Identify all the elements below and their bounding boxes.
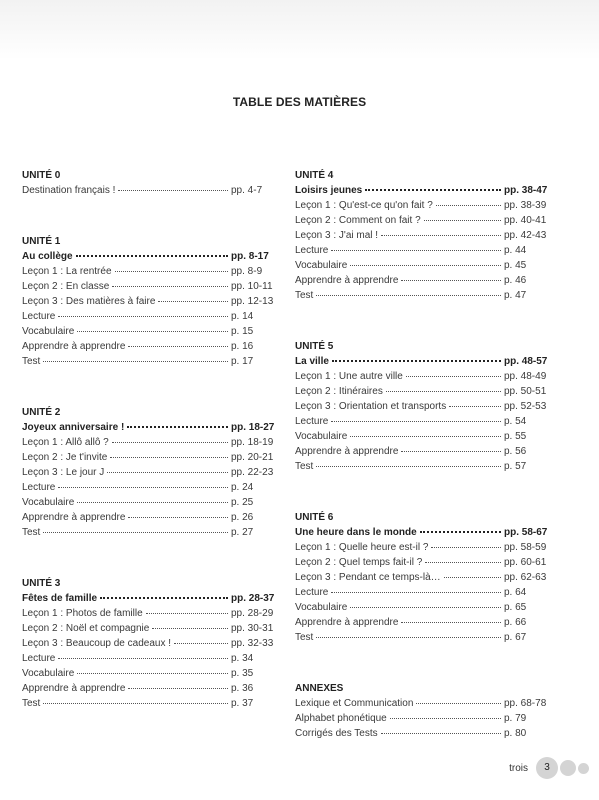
- dot-leader: [107, 472, 228, 473]
- entry-pages: p. 25: [231, 497, 254, 508]
- toc-section: [22, 576, 275, 711]
- toc-entry: [295, 384, 547, 399]
- toc-section: [295, 339, 548, 474]
- unit-title-entry: [295, 525, 548, 540]
- entry-pages: pp. 62-63: [504, 572, 547, 583]
- toc-entry: [295, 228, 547, 243]
- entry-label: Leçon 2 : Comment on fait ?: [295, 215, 421, 226]
- entry-pages: p. 79: [504, 713, 527, 724]
- dot-leader: [128, 346, 228, 347]
- entry-label: Test: [22, 527, 41, 538]
- dot-leader: [390, 718, 501, 719]
- toc-entry: [295, 429, 544, 444]
- toc-entry: [22, 339, 271, 354]
- dot-leader: [112, 286, 228, 287]
- entry-pages: p. 55: [504, 431, 527, 442]
- decorative-dot: [578, 763, 589, 774]
- toc-entry: [22, 465, 274, 480]
- entry-label: Vocabulaire: [295, 260, 348, 271]
- dot-leader: [76, 255, 228, 257]
- entry-label: Une heure dans le monde: [295, 527, 417, 538]
- toc-entry: [22, 525, 271, 540]
- entry-label: Vocabulaire: [295, 431, 348, 442]
- entry-label: Lexique et Communication: [295, 698, 414, 709]
- entry-pages: p. 37: [231, 698, 254, 709]
- entry-label: Vocabulaire: [295, 602, 348, 613]
- entry-pages: p. 66: [504, 617, 527, 628]
- dot-leader: [58, 658, 228, 659]
- dot-leader: [381, 733, 501, 734]
- section-heading: UNITÉ 6: [295, 512, 334, 523]
- toc-section: [295, 681, 547, 741]
- entry-label: Leçon 3 : Le jour J: [22, 467, 105, 478]
- toc-entry: [22, 651, 271, 666]
- entry-label: Test: [295, 290, 314, 301]
- entry-pages: p. 27: [231, 527, 254, 538]
- toc-entry: [295, 600, 544, 615]
- page-title: TABLE DES MATIÈRES: [232, 95, 367, 109]
- entry-pages: pp. 58-59: [504, 542, 547, 553]
- entry-pages: pp. 8-9: [231, 266, 263, 277]
- entry-pages: pp. 22-23: [231, 467, 274, 478]
- page-top-shade: [0, 0, 599, 60]
- entry-pages: p. 67: [504, 632, 527, 643]
- toc-entry: [22, 480, 271, 495]
- toc-entry: [22, 495, 271, 510]
- entry-label: Test: [295, 632, 314, 643]
- dot-leader: [112, 442, 228, 443]
- toc-entry: [22, 294, 274, 309]
- toc-entry: [22, 636, 274, 651]
- entry-label: Au collège: [22, 251, 73, 262]
- page-footer: [509, 757, 589, 779]
- dot-leader: [158, 301, 228, 302]
- dot-leader: [386, 391, 501, 392]
- dot-leader: [401, 451, 501, 452]
- entry-label: Leçon 2 : Itinéraires: [295, 386, 383, 397]
- entry-pages: p. 80: [504, 728, 527, 739]
- entry-pages: pp. 58-67: [504, 527, 548, 538]
- entry-label: Leçon 1 : Allô allô ?: [22, 437, 109, 448]
- entry-pages: p. 56: [504, 446, 527, 457]
- dot-leader: [420, 531, 501, 533]
- section-heading: ANNEXES: [295, 683, 344, 694]
- dot-leader: [449, 406, 501, 407]
- entry-pages: pp. 38-39: [504, 200, 547, 211]
- entry-pages: p. 34: [231, 653, 254, 664]
- decorative-dot: [560, 760, 576, 776]
- entry-pages: pp. 8-17: [231, 251, 269, 262]
- entry-label: Leçon 2 : Je t'invite: [22, 452, 108, 463]
- entry-label: Leçon 2 : Quel temps fait-il ?: [295, 557, 423, 568]
- entry-pages: pp. 32-33: [231, 638, 274, 649]
- entry-pages: p. 17: [231, 356, 254, 367]
- unit-title-entry: [295, 354, 548, 369]
- toc-entry: [22, 666, 271, 681]
- toc-section: [22, 168, 271, 198]
- dot-leader: [100, 597, 228, 599]
- entry-pages: p. 24: [231, 482, 254, 493]
- toc-section: [295, 168, 548, 303]
- toc-left-column: [22, 168, 275, 711]
- dot-leader: [431, 547, 501, 548]
- dot-leader: [401, 622, 501, 623]
- entry-label: Leçon 2 : Noël et compagnie: [22, 623, 150, 634]
- entry-pages: pp. 28-37: [231, 593, 275, 604]
- dot-leader: [424, 220, 501, 221]
- entry-label: Apprendre à apprendre: [22, 512, 126, 523]
- entry-label: Loisirs jeunes: [295, 185, 363, 196]
- entry-label: Apprendre à apprendre: [22, 683, 126, 694]
- unit-title-entry: [295, 183, 548, 198]
- entry-label: Lecture: [295, 416, 329, 427]
- entry-label: Leçon 1 : La rentrée: [22, 266, 112, 277]
- section-heading: UNITÉ 1: [22, 236, 61, 247]
- entry-pages: p. 45: [504, 260, 527, 271]
- toc-entry: [22, 279, 271, 294]
- toc-entry: [295, 585, 544, 600]
- entry-pages: pp. 52-53: [504, 401, 547, 412]
- dot-leader: [401, 280, 501, 281]
- toc-entry: [295, 570, 547, 585]
- entry-label: Leçon 1 : Quelle heure est-il ?: [295, 542, 429, 553]
- entry-label: Lecture: [22, 482, 56, 493]
- dot-leader: [350, 436, 501, 437]
- toc-entry: [295, 540, 547, 555]
- entry-pages: p. 64: [504, 587, 527, 598]
- toc-entry: [295, 414, 544, 429]
- dot-leader: [115, 271, 228, 272]
- toc-entry: [22, 681, 271, 696]
- entry-label: Vocabulaire: [22, 497, 75, 508]
- dot-leader: [350, 607, 501, 608]
- toc-entry: [295, 243, 544, 258]
- entry-pages: pp. 50-51: [504, 386, 547, 397]
- toc-entry: [295, 288, 544, 303]
- entry-pages: p. 46: [504, 275, 527, 286]
- entry-label: Leçon 3 : Des matières à faire: [22, 296, 156, 307]
- page-number-badge: 3: [536, 757, 558, 779]
- entry-pages: p. 65: [504, 602, 527, 613]
- toc-entry: [22, 324, 271, 339]
- dot-leader: [316, 637, 501, 638]
- dot-leader: [43, 703, 228, 704]
- entry-label: Apprendre à apprendre: [295, 617, 399, 628]
- entry-label: Leçon 1 : Qu'est-ce qu'on fait ?: [295, 200, 433, 211]
- dot-leader: [331, 421, 501, 422]
- toc-entry: [22, 435, 274, 450]
- toc-entry: [295, 213, 547, 228]
- entry-pages: pp. 18-27: [231, 422, 275, 433]
- dot-leader: [77, 502, 228, 503]
- toc-entry: [295, 555, 547, 570]
- dot-leader: [332, 360, 501, 362]
- entry-label: Test: [22, 698, 41, 709]
- entry-pages: p. 26: [231, 512, 254, 523]
- dot-leader: [331, 592, 501, 593]
- toc-section: [295, 510, 548, 645]
- dot-leader: [444, 577, 501, 578]
- entry-label: Lecture: [22, 311, 56, 322]
- entry-label: Fêtes de famille: [22, 593, 98, 604]
- page-number-word: trois: [509, 762, 528, 774]
- entry-label: Test: [295, 461, 314, 472]
- toc-section: [22, 234, 274, 369]
- dot-leader: [43, 532, 228, 533]
- toc-entry: [295, 630, 544, 645]
- toc-entry: [22, 183, 271, 198]
- section-heading: UNITÉ 3: [22, 578, 61, 589]
- entry-pages: p. 54: [504, 416, 527, 427]
- entry-label: Leçon 1 : Photos de famille: [22, 608, 143, 619]
- dot-leader: [174, 643, 228, 644]
- toc-entry: [22, 354, 271, 369]
- entry-pages: p. 15: [231, 326, 254, 337]
- entry-label: La ville: [295, 356, 329, 367]
- toc-entry: [22, 309, 271, 324]
- toc-entry: [295, 258, 544, 273]
- dot-leader: [406, 376, 501, 377]
- dot-leader: [43, 361, 228, 362]
- entry-label: Leçon 1 : Une autre ville: [295, 371, 403, 382]
- dot-leader: [316, 295, 501, 296]
- entry-pages: pp. 4-7: [231, 185, 263, 196]
- entry-label: Vocabulaire: [22, 668, 75, 679]
- toc-entry: [295, 711, 544, 726]
- dot-leader: [127, 426, 228, 428]
- entry-label: Alphabet phonétique: [295, 713, 387, 724]
- toc-entry: [22, 264, 271, 279]
- toc-entry: [22, 606, 274, 621]
- toc-entry: [22, 510, 271, 525]
- dot-leader: [316, 466, 501, 467]
- entry-label: Leçon 3 : Pendant ce temps-là…: [295, 572, 441, 583]
- entry-pages: pp. 48-57: [504, 356, 548, 367]
- entry-label: Apprendre à apprendre: [295, 275, 399, 286]
- entry-pages: p. 47: [504, 290, 527, 301]
- dot-leader: [350, 265, 501, 266]
- toc-entry: [295, 273, 544, 288]
- section-heading: UNITÉ 4: [295, 170, 334, 181]
- entry-label: Lecture: [22, 653, 56, 664]
- dot-leader: [152, 628, 228, 629]
- unit-title-entry: [22, 420, 275, 435]
- dot-leader: [331, 250, 501, 251]
- entry-pages: p. 35: [231, 668, 254, 679]
- entry-label: Destination français !: [22, 185, 116, 196]
- toc-entry: [22, 450, 274, 465]
- entry-label: Lecture: [295, 587, 329, 598]
- entry-pages: pp. 48-49: [504, 371, 547, 382]
- dot-leader: [365, 189, 501, 191]
- entry-pages: p. 44: [504, 245, 527, 256]
- entry-label: Test: [22, 356, 41, 367]
- entry-label: Corrigés des Tests: [295, 728, 378, 739]
- entry-label: Apprendre à apprendre: [22, 341, 126, 352]
- dot-leader: [146, 613, 228, 614]
- dot-leader: [58, 487, 228, 488]
- dot-leader: [381, 235, 501, 236]
- entry-label: Leçon 2 : En classe: [22, 281, 110, 292]
- entry-pages: pp. 60-61: [504, 557, 547, 568]
- toc-entry: [295, 369, 547, 384]
- section-heading: UNITÉ 2: [22, 407, 61, 418]
- entry-pages: p. 14: [231, 311, 254, 322]
- entry-pages: p. 36: [231, 683, 254, 694]
- section-heading: UNITÉ 5: [295, 341, 334, 352]
- dot-leader: [416, 703, 501, 704]
- entry-pages: p. 57: [504, 461, 527, 472]
- toc-right-column: [295, 168, 548, 741]
- entry-label: Lecture: [295, 245, 329, 256]
- dot-leader: [110, 457, 228, 458]
- entry-pages: pp. 18-19: [231, 437, 274, 448]
- toc-entry: [295, 459, 544, 474]
- entry-pages: pp. 38-47: [504, 185, 548, 196]
- dot-leader: [77, 331, 228, 332]
- section-heading: UNITÉ 0: [22, 170, 61, 181]
- entry-label: Leçon 3 : J'ai mal !: [295, 230, 379, 241]
- unit-title-entry: [22, 249, 271, 264]
- entry-label: Joyeux anniversaire !: [22, 422, 125, 433]
- toc-section: [22, 405, 275, 540]
- dot-leader: [128, 517, 228, 518]
- dot-leader: [118, 190, 228, 191]
- toc-entry: [295, 615, 544, 630]
- dot-leader: [425, 562, 501, 563]
- entry-pages: pp. 68-78: [504, 698, 547, 709]
- entry-pages: pp. 10-11: [231, 281, 273, 292]
- entry-pages: p. 16: [231, 341, 254, 352]
- toc-entry: [295, 726, 544, 741]
- unit-title-entry: [22, 591, 275, 606]
- dot-leader: [58, 316, 228, 317]
- entry-pages: pp. 12-13: [231, 296, 274, 307]
- toc-entry: [22, 696, 271, 711]
- entry-label: Vocabulaire: [22, 326, 75, 337]
- toc-entry: [295, 399, 547, 414]
- entry-pages: pp. 28-29: [231, 608, 274, 619]
- toc-entry: [22, 621, 274, 636]
- entry-pages: pp. 20-21: [231, 452, 274, 463]
- entry-pages: pp. 30-31: [231, 623, 274, 634]
- dot-leader: [436, 205, 501, 206]
- toc-entry: [295, 198, 547, 213]
- entry-pages: pp. 40-41: [504, 215, 547, 226]
- entry-label: Apprendre à apprendre: [295, 446, 399, 457]
- toc-entry: [295, 444, 544, 459]
- entry-label: Leçon 3 : Beaucoup de cadeaux !: [22, 638, 172, 649]
- toc-entry: [295, 696, 547, 711]
- entry-label: Leçon 3 : Orientation et transports: [295, 401, 447, 412]
- dot-leader: [128, 688, 228, 689]
- entry-pages: pp. 42-43: [504, 230, 547, 241]
- dot-leader: [77, 673, 228, 674]
